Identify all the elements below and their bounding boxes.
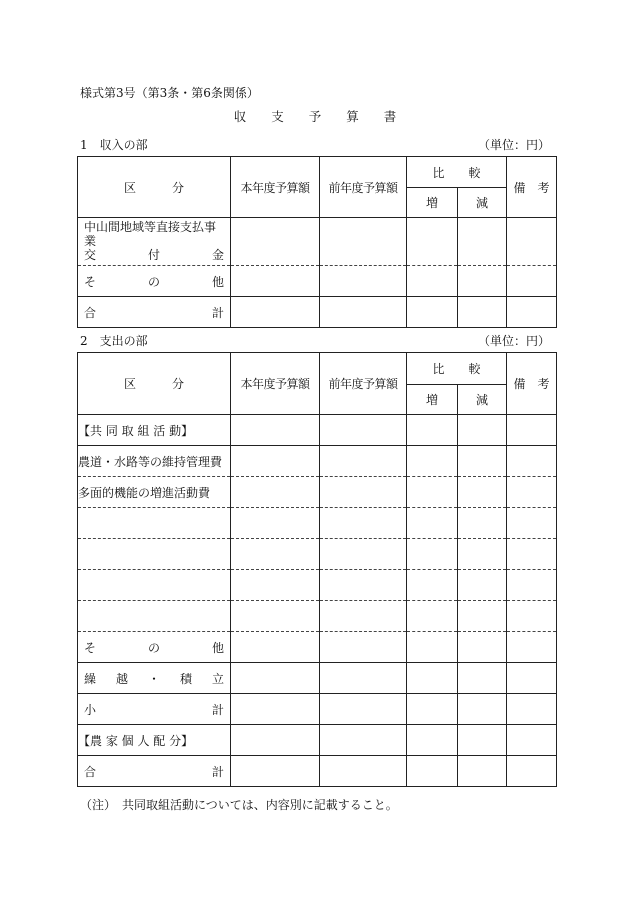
income-cell[interactable] bbox=[320, 218, 407, 266]
expenditure-cell[interactable] bbox=[458, 477, 507, 508]
char: 合 bbox=[84, 764, 97, 779]
char: 合 bbox=[84, 305, 97, 320]
expenditure-cell[interactable] bbox=[407, 694, 458, 725]
expenditure-row-multifunction-label: 多面的機能の増進活動費 bbox=[78, 477, 231, 508]
expenditure-cell[interactable] bbox=[458, 446, 507, 477]
table-row bbox=[78, 508, 557, 539]
expenditure-table bbox=[77, 352, 557, 787]
expenditure-cell[interactable] bbox=[231, 570, 320, 601]
expenditure-row-joint-activity-label: 【共 同 取 組 活 動】 bbox=[78, 415, 231, 446]
expenditure-cell[interactable] bbox=[507, 477, 557, 508]
expenditure-cell[interactable] bbox=[231, 663, 320, 694]
income-unit-label: （単位：円） bbox=[477, 138, 550, 152]
expenditure-cell[interactable] bbox=[407, 570, 458, 601]
expenditure-row-individual-label: 【農 家 個 人 配 分】 bbox=[78, 725, 231, 756]
expenditure-header-decrease: 減 bbox=[458, 385, 507, 415]
expenditure-cell[interactable] bbox=[320, 477, 407, 508]
expenditure-cell[interactable] bbox=[407, 601, 458, 632]
income-cell[interactable] bbox=[231, 297, 320, 328]
income-header-decrease: 減 bbox=[458, 188, 507, 218]
expenditure-cell[interactable] bbox=[320, 415, 407, 446]
income-row-other-label bbox=[78, 266, 231, 297]
char: 立 bbox=[211, 671, 224, 686]
char: の bbox=[147, 274, 160, 289]
expenditure-row-blank-label[interactable] bbox=[78, 539, 231, 570]
expenditure-cell[interactable] bbox=[231, 415, 320, 446]
expenditure-cell[interactable] bbox=[407, 632, 458, 663]
expenditure-cell[interactable] bbox=[507, 632, 557, 663]
expenditure-header-previous-budget: 前年度予算額 bbox=[320, 353, 407, 415]
footnote: （注） 共同取組活動については、内容別に記載すること。 bbox=[80, 798, 398, 812]
expenditure-cell[interactable] bbox=[231, 725, 320, 756]
income-cell[interactable] bbox=[320, 297, 407, 328]
table-row bbox=[78, 446, 557, 477]
expenditure-cell[interactable] bbox=[320, 508, 407, 539]
expenditure-cell[interactable] bbox=[407, 539, 458, 570]
income-header-remarks: 備 考 bbox=[507, 157, 557, 218]
expenditure-cell[interactable] bbox=[407, 415, 458, 446]
expenditure-cell[interactable] bbox=[320, 756, 407, 787]
expenditure-cell[interactable] bbox=[231, 508, 320, 539]
expenditure-cell[interactable] bbox=[507, 508, 557, 539]
income-cell[interactable] bbox=[458, 266, 507, 297]
expenditure-cell[interactable] bbox=[458, 663, 507, 694]
char: 計 bbox=[211, 702, 224, 717]
expenditure-cell[interactable] bbox=[507, 756, 557, 787]
expenditure-cell[interactable] bbox=[231, 756, 320, 787]
income-row-total-label bbox=[78, 297, 231, 328]
table-row bbox=[78, 297, 557, 328]
expenditure-cell[interactable] bbox=[320, 601, 407, 632]
expenditure-cell[interactable] bbox=[231, 601, 320, 632]
char: 交 bbox=[84, 247, 97, 262]
expenditure-row-blank-label[interactable] bbox=[78, 570, 231, 601]
char: そ bbox=[84, 274, 97, 289]
form-number: 様式第3号（第3条・第6条関係） bbox=[80, 86, 259, 100]
income-cell[interactable] bbox=[320, 266, 407, 297]
char: 越 bbox=[115, 671, 128, 686]
income-cell[interactable] bbox=[407, 218, 458, 266]
table-row bbox=[78, 632, 557, 663]
char: そ bbox=[84, 640, 97, 655]
table-row bbox=[78, 601, 557, 632]
income-cell[interactable] bbox=[407, 297, 458, 328]
table-row bbox=[78, 570, 557, 601]
expenditure-row-blank-label[interactable] bbox=[78, 601, 231, 632]
expenditure-header-category: 区 分 bbox=[78, 353, 231, 415]
expenditure-cell[interactable] bbox=[458, 632, 507, 663]
expenditure-cell[interactable] bbox=[458, 725, 507, 756]
expenditure-cell[interactable] bbox=[231, 446, 320, 477]
expenditure-cell[interactable] bbox=[231, 539, 320, 570]
expenditure-cell[interactable] bbox=[320, 694, 407, 725]
expenditure-cell[interactable] bbox=[507, 725, 557, 756]
expenditure-row-other-label bbox=[78, 632, 231, 663]
expenditure-cell[interactable] bbox=[320, 663, 407, 694]
income-header-category: 区 分 bbox=[78, 157, 231, 218]
char: 計 bbox=[211, 305, 224, 320]
table-row bbox=[78, 218, 557, 266]
income-row-subsidy-line1: 中山間地域等直接支払事業 bbox=[84, 220, 217, 248]
expenditure-cell[interactable] bbox=[407, 663, 458, 694]
table-row bbox=[78, 539, 557, 570]
expenditure-cell[interactable] bbox=[320, 539, 407, 570]
income-cell[interactable] bbox=[407, 266, 458, 297]
expenditure-cell[interactable] bbox=[507, 694, 557, 725]
expenditure-cell[interactable] bbox=[320, 570, 407, 601]
income-cell[interactable] bbox=[458, 218, 507, 266]
expenditure-cell[interactable] bbox=[320, 446, 407, 477]
income-cell[interactable] bbox=[507, 297, 557, 328]
char: ・ bbox=[147, 671, 160, 686]
expenditure-header-increase: 増 bbox=[407, 385, 458, 415]
expenditure-cell[interactable] bbox=[507, 601, 557, 632]
expenditure-row-blank-label[interactable] bbox=[78, 508, 231, 539]
expenditure-cell[interactable] bbox=[507, 446, 557, 477]
expenditure-section-heading: 2 支出の部 bbox=[80, 334, 148, 348]
income-table bbox=[77, 156, 557, 328]
income-cell[interactable] bbox=[231, 218, 320, 266]
expenditure-row-carryover-label bbox=[78, 663, 231, 694]
income-cell[interactable] bbox=[458, 297, 507, 328]
expenditure-cell[interactable] bbox=[507, 539, 557, 570]
income-row-subsidy-label bbox=[78, 218, 231, 266]
expenditure-cell[interactable] bbox=[458, 539, 507, 570]
table-row bbox=[78, 725, 557, 756]
char: 付 bbox=[147, 247, 160, 262]
income-header-previous-budget: 前年度予算額 bbox=[320, 157, 407, 218]
expenditure-unit-label: （単位：円） bbox=[477, 334, 550, 348]
expenditure-cell[interactable] bbox=[407, 446, 458, 477]
table-row bbox=[78, 477, 557, 508]
expenditure-cell[interactable] bbox=[458, 601, 507, 632]
expenditure-cell[interactable] bbox=[407, 756, 458, 787]
income-cell[interactable] bbox=[507, 266, 557, 297]
char: 計 bbox=[211, 764, 224, 779]
char: 金 bbox=[211, 247, 224, 262]
expenditure-cell[interactable] bbox=[407, 477, 458, 508]
expenditure-row-total-label bbox=[78, 756, 231, 787]
table-row bbox=[78, 415, 557, 446]
expenditure-cell[interactable] bbox=[458, 694, 507, 725]
expenditure-header-comparison: 比 較 bbox=[407, 353, 507, 385]
char: 他 bbox=[211, 640, 224, 655]
income-cell[interactable] bbox=[507, 218, 557, 266]
document-title: 収 支 予 算 書 bbox=[233, 109, 397, 124]
expenditure-cell[interactable] bbox=[407, 508, 458, 539]
expenditure-header-remarks: 備 考 bbox=[507, 353, 557, 415]
expenditure-header-current-budget: 本年度予算額 bbox=[231, 353, 320, 415]
char: の bbox=[147, 640, 160, 655]
expenditure-cell[interactable] bbox=[458, 508, 507, 539]
expenditure-cell[interactable] bbox=[507, 415, 557, 446]
expenditure-row-subtotal-label bbox=[78, 694, 231, 725]
expenditure-cell[interactable] bbox=[231, 694, 320, 725]
table-row bbox=[78, 266, 557, 297]
expenditure-cell[interactable] bbox=[458, 415, 507, 446]
table-row bbox=[78, 756, 557, 787]
table-row bbox=[78, 663, 557, 694]
expenditure-cell[interactable] bbox=[231, 632, 320, 663]
char: 積 bbox=[179, 671, 192, 686]
expenditure-cell[interactable] bbox=[320, 725, 407, 756]
char: 小 bbox=[84, 702, 97, 717]
expenditure-cell[interactable] bbox=[407, 725, 458, 756]
income-header-comparison: 比 較 bbox=[407, 157, 507, 188]
income-cell[interactable] bbox=[231, 266, 320, 297]
income-header-current-budget: 本年度予算額 bbox=[231, 157, 320, 218]
expenditure-cell[interactable] bbox=[320, 632, 407, 663]
expenditure-cell[interactable] bbox=[231, 477, 320, 508]
expenditure-cell[interactable] bbox=[507, 663, 557, 694]
char: 他 bbox=[211, 274, 224, 289]
income-header-increase: 増 bbox=[407, 188, 458, 218]
income-section-heading: 1 収入の部 bbox=[80, 138, 148, 152]
char: 繰 bbox=[84, 671, 97, 686]
expenditure-cell[interactable] bbox=[458, 570, 507, 601]
expenditure-cell[interactable] bbox=[458, 756, 507, 787]
table-row bbox=[78, 694, 557, 725]
expenditure-cell[interactable] bbox=[507, 570, 557, 601]
expenditure-row-maintenance-label: 農道・水路等の維持管理費 bbox=[78, 446, 231, 477]
